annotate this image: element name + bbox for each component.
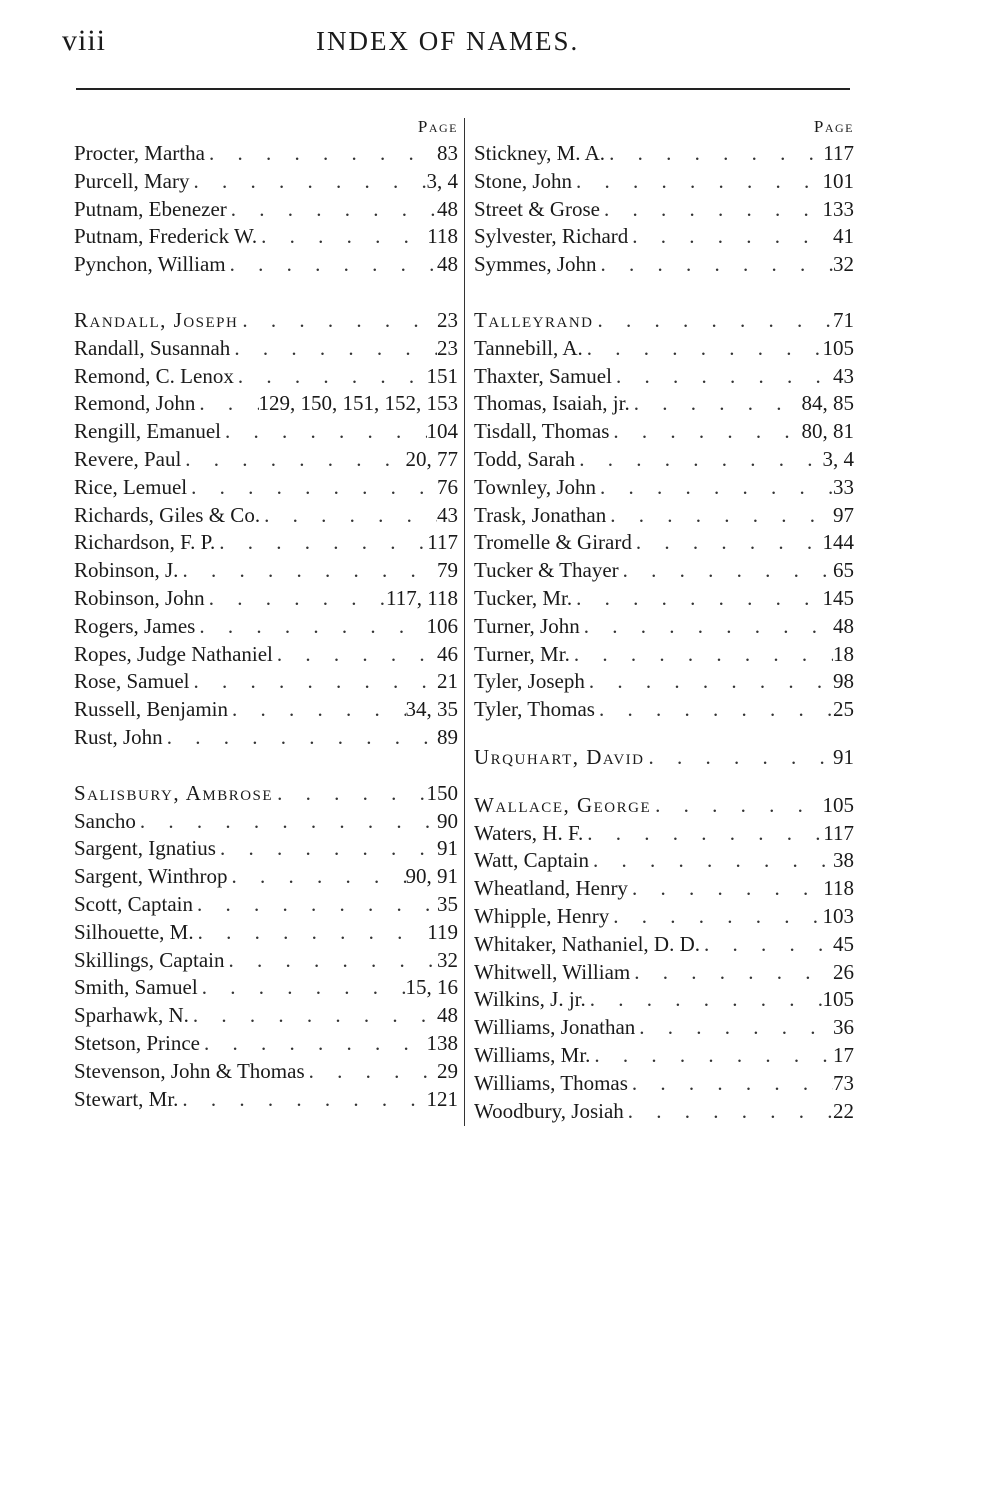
- entry-pages: 36: [833, 1015, 854, 1040]
- entry-pages: 76: [437, 474, 458, 499]
- entry-pages: 117: [823, 141, 854, 165]
- entry-name: Rust, John: [74, 724, 163, 749]
- entry-name: Wallace, George: [474, 792, 652, 817]
- entry-name: Todd, Sarah: [474, 446, 576, 471]
- index-entry: [74, 335, 458, 363]
- index-entry: [474, 363, 854, 391]
- entry-name: Scott, Captain: [74, 891, 193, 916]
- dot-leader: [215, 529, 427, 557]
- entry-name: Sargent, Winthrop: [74, 864, 228, 889]
- entry-pages: 23: [437, 307, 458, 332]
- index-entry: [74, 863, 458, 891]
- entry-name: Stevenson, John & Thomas: [74, 1058, 305, 1083]
- index-entry: [74, 196, 458, 224]
- page-column-label: Page: [417, 117, 458, 136]
- index-entry: [74, 585, 458, 613]
- column-divider: [464, 118, 465, 1126]
- entry-name: Revere, Paul: [74, 446, 182, 471]
- index-entry: [474, 196, 854, 224]
- dot-leader: [205, 140, 437, 168]
- entry-pages: 104: [426, 419, 458, 444]
- index-entry: [74, 641, 458, 669]
- entry-name: Turner, John: [474, 613, 580, 638]
- index-entry: [74, 390, 458, 418]
- index-entry: [74, 947, 458, 975]
- dot-leader: [163, 724, 437, 752]
- entry-name: Robinson, John: [74, 585, 205, 610]
- dot-leader: [221, 418, 427, 446]
- index-entry: [74, 502, 458, 530]
- entry-name: Stickney, M. A.: [474, 141, 606, 165]
- entry-name: Pynchon, William: [74, 252, 226, 277]
- dot-leader: [257, 223, 427, 251]
- index-entry: [74, 140, 458, 168]
- entry-pages: 151: [426, 363, 458, 388]
- entry-name: Whitwell, William: [474, 959, 631, 984]
- entry-name: Thaxter, Samuel: [474, 363, 612, 388]
- entry-name: Sparhawk, N.: [74, 1003, 189, 1028]
- dot-leader: [194, 919, 428, 947]
- entry-name: Purcell, Mary: [74, 168, 190, 193]
- dot-leader: [635, 1014, 833, 1042]
- entry-pages: 43: [437, 502, 458, 527]
- dot-leader: [575, 446, 822, 474]
- entry-pages: 118: [427, 224, 458, 249]
- dot-leader: [273, 780, 426, 808]
- entry-name: Ropes, Judge Nathaniel: [74, 641, 273, 666]
- entry-pages: 84, 85: [801, 391, 854, 416]
- index-entry: [474, 613, 854, 641]
- dot-leader: [136, 808, 437, 836]
- entry-name: Whipple, Henry: [474, 903, 610, 928]
- index-entry: [474, 307, 854, 335]
- entry-name: Remond, John: [74, 391, 196, 416]
- dot-leader: [632, 529, 823, 557]
- entry-pages: 150: [426, 780, 458, 805]
- dot-leader: [630, 959, 833, 987]
- dot-leader: [227, 196, 437, 224]
- index-entry: [74, 446, 458, 474]
- dot-leader: [225, 947, 437, 975]
- index-entry: [474, 696, 854, 724]
- dot-leader: [178, 557, 437, 585]
- dot-leader: [205, 585, 386, 613]
- entry-pages: 45: [833, 931, 854, 956]
- entry-name: Wheatland, Henry: [474, 876, 628, 901]
- entry-name: Thomas, Isaiah, jr.: [474, 391, 630, 416]
- entry-pages: 32: [833, 252, 854, 277]
- index-entry: [474, 390, 854, 418]
- entry-pages: 145: [822, 585, 854, 610]
- entry-pages: 121: [426, 1086, 458, 1111]
- entry-pages: 18: [833, 641, 854, 666]
- index-entry: [74, 696, 458, 724]
- entry-name: Russell, Benjamin: [74, 697, 228, 722]
- dot-leader: [630, 390, 802, 418]
- index-entry: [74, 724, 458, 752]
- index-entry: [474, 959, 854, 987]
- dot-leader: [580, 613, 833, 641]
- index-entry: [474, 668, 854, 696]
- dot-leader: [583, 335, 823, 363]
- entry-name: Tyler, Joseph: [474, 669, 585, 694]
- group-spacer: [474, 279, 854, 307]
- dot-leader: [198, 974, 406, 1002]
- index-entry: [74, 418, 458, 446]
- dot-leader: [273, 641, 437, 669]
- index-entry: [474, 875, 854, 903]
- index-entry: [74, 835, 458, 863]
- entry-name: Wilkins, J. jr.: [474, 987, 586, 1012]
- entry-pages: 48: [833, 613, 854, 638]
- entry-pages: 22: [833, 1098, 854, 1123]
- index-entry: [74, 363, 458, 391]
- entry-pages: 20, 77: [405, 446, 458, 471]
- dot-leader: [585, 668, 833, 696]
- entry-name: Smith, Samuel: [74, 975, 198, 1000]
- entry-name: Tucker & Thayer: [474, 558, 619, 583]
- dot-leader: [305, 1058, 437, 1086]
- entry-pages: 43: [833, 363, 854, 388]
- index-entry: [74, 919, 458, 947]
- group-spacer: [474, 772, 854, 792]
- index-column-left: [74, 114, 458, 1113]
- entry-pages: 89: [437, 724, 458, 749]
- dot-leader: [181, 446, 405, 474]
- entry-name: Randall, Susannah: [74, 335, 231, 360]
- entry-pages: 25: [833, 697, 854, 722]
- entry-pages: 90, 91: [405, 864, 458, 889]
- dot-leader: [628, 223, 833, 251]
- entry-name: Williams, Jonathan: [474, 1015, 636, 1040]
- dot-leader: [572, 168, 822, 196]
- index-entry: [474, 251, 854, 279]
- entry-pages: 3, 4: [822, 446, 854, 471]
- dot-leader: [195, 390, 258, 418]
- index-entry: [474, 529, 854, 557]
- dot-leader: [195, 613, 426, 641]
- index-entry: [474, 744, 854, 772]
- entry-name: Richards, Giles & Co.: [74, 502, 261, 527]
- index-entry: [74, 1002, 458, 1030]
- dot-leader: [193, 891, 437, 919]
- entry-pages: 23: [437, 335, 458, 360]
- entry-pages: 101: [822, 168, 854, 193]
- dot-leader: [600, 196, 823, 224]
- dot-leader: [189, 168, 426, 196]
- dot-leader: [260, 502, 437, 530]
- index-entry: [74, 974, 458, 1002]
- index-entry: [474, 140, 854, 168]
- entry-name: Stetson, Prince: [74, 1030, 200, 1055]
- entry-pages: 65: [833, 558, 854, 583]
- entry-name: Williams, Thomas: [474, 1070, 628, 1095]
- entry-name: Sargent, Ignatius: [74, 836, 216, 861]
- page-column-label: Page: [813, 117, 854, 136]
- dot-leader: [189, 1002, 437, 1030]
- entry-pages: 83: [437, 141, 458, 165]
- group-spacer: [74, 752, 458, 780]
- group-spacer: [74, 279, 458, 307]
- index-entry: [74, 307, 458, 335]
- dot-leader: [178, 1086, 426, 1114]
- index-entry: [474, 820, 854, 848]
- entry-name: Stone, John: [474, 168, 573, 193]
- entry-pages: 105: [822, 987, 854, 1012]
- entry-pages: 80, 81: [801, 419, 854, 444]
- entry-pages: 79: [437, 558, 458, 583]
- index-entry: [74, 168, 458, 196]
- index-entry: [74, 529, 458, 557]
- entry-pages: 118: [823, 876, 854, 901]
- entry-list-left: [74, 140, 458, 1113]
- dot-leader: [586, 986, 823, 1014]
- entry-pages: 97: [833, 502, 854, 527]
- group-spacer: [474, 724, 854, 744]
- dot-leader: [570, 641, 833, 669]
- dot-leader: [628, 875, 823, 903]
- entry-pages: 38: [833, 848, 854, 873]
- index-entry: [74, 474, 458, 502]
- index-entry: [474, 1098, 854, 1126]
- entry-pages: 35: [437, 891, 458, 916]
- entry-name: Rogers, James: [74, 613, 196, 638]
- entry-pages: 144: [822, 530, 854, 555]
- entry-pages: 48: [437, 252, 458, 277]
- header-rule: [76, 88, 850, 90]
- entry-pages: 117: [427, 530, 458, 555]
- entry-pages: 26: [833, 959, 854, 984]
- entry-pages: 138: [426, 1030, 458, 1055]
- entry-name: Urquhart, David: [474, 744, 645, 769]
- dot-leader: [216, 835, 437, 863]
- dot-leader: [609, 903, 822, 931]
- entry-pages: 129, 150, 151, 152, 153: [258, 391, 458, 416]
- entry-pages: 91: [437, 836, 458, 861]
- dot-leader: [226, 251, 437, 279]
- entry-pages: 3, 4: [426, 168, 458, 193]
- dot-leader: [619, 557, 833, 585]
- entry-name: Talleyrand: [474, 307, 594, 332]
- dot-leader: [645, 744, 834, 772]
- dot-leader: [605, 140, 823, 168]
- entry-name: Tromelle & Girard: [474, 530, 632, 555]
- entry-pages: 48: [437, 1003, 458, 1028]
- index-entry: [474, 1070, 854, 1098]
- entry-pages: 119: [427, 919, 458, 944]
- index-entry: [74, 223, 458, 251]
- index-entry: [74, 557, 458, 585]
- index-entry: [474, 335, 854, 363]
- entry-name: Silhouette, M.: [74, 919, 194, 944]
- entry-name: Turner, Mr.: [474, 641, 570, 666]
- dot-leader: [228, 863, 406, 891]
- entry-name: Sylvester, Richard: [474, 224, 629, 249]
- entry-pages: 117, 118: [386, 585, 458, 610]
- entry-pages: 90: [437, 808, 458, 833]
- index-entry: [474, 585, 854, 613]
- entry-name: Putnam, Ebenezer: [74, 196, 227, 221]
- entry-name: Tucker, Mr.: [474, 585, 573, 610]
- index-entry: [74, 1058, 458, 1086]
- entry-pages: 33: [833, 474, 854, 499]
- entry-name: Townley, John: [474, 474, 596, 499]
- entry-pages: 46: [437, 641, 458, 666]
- entry-pages: 106: [426, 613, 458, 638]
- entry-name: Whitaker, Nathaniel, D. D.: [474, 931, 700, 956]
- index-entry: [474, 1042, 854, 1070]
- entry-pages: 34, 35: [405, 697, 458, 722]
- index-entry: [74, 1030, 458, 1058]
- dot-leader: [200, 1030, 427, 1058]
- entry-name: Symmes, John: [474, 252, 597, 277]
- entry-name: Skillings, Captain: [74, 947, 225, 972]
- index-entry: [474, 168, 854, 196]
- entry-pages: 91: [833, 744, 854, 769]
- dot-leader: [228, 696, 406, 724]
- entry-pages: 29: [437, 1058, 458, 1083]
- entry-name: Randall, Joseph: [74, 307, 239, 332]
- dot-leader: [590, 1042, 833, 1070]
- entry-name: Tisdall, Thomas: [474, 419, 610, 444]
- entry-name: Stewart, Mr.: [74, 1086, 179, 1111]
- dot-leader: [609, 418, 801, 446]
- running-title: INDEX OF NAMES.: [316, 26, 580, 56]
- dot-leader: [595, 696, 833, 724]
- dot-leader: [190, 668, 438, 696]
- index-entry: [74, 613, 458, 641]
- entry-name: Procter, Martha: [74, 141, 205, 165]
- entry-pages: 103: [822, 903, 854, 928]
- dot-leader: [583, 820, 823, 848]
- entry-name: Williams, Mr.: [474, 1042, 591, 1067]
- entry-pages: 48: [437, 196, 458, 221]
- dot-leader: [593, 307, 833, 335]
- index-entry: [474, 792, 854, 820]
- page-number: viii: [62, 24, 107, 57]
- index-entry: [474, 641, 854, 669]
- entry-name: Tannebill, A.: [474, 335, 583, 360]
- dot-leader: [597, 251, 833, 279]
- entry-name: Tyler, Thomas: [474, 697, 595, 722]
- entry-list-right: [474, 140, 854, 1125]
- entry-name: Rengill, Emanuel: [74, 419, 221, 444]
- index-entry: [74, 668, 458, 696]
- index-entry: [474, 223, 854, 251]
- entry-name: Putnam, Frederick W.: [74, 224, 258, 249]
- entry-pages: 133: [822, 196, 854, 221]
- entry-name: Sancho: [74, 808, 136, 833]
- entry-pages: 32: [437, 947, 458, 972]
- dot-leader: [596, 474, 833, 502]
- dot-leader: [651, 792, 822, 820]
- index-entry: [474, 986, 854, 1014]
- index-entry: [474, 847, 854, 875]
- entry-pages: 71: [833, 307, 854, 332]
- index-entry: [74, 1086, 458, 1114]
- dot-leader: [234, 363, 427, 391]
- entry-name: Waters, H. F.: [474, 820, 584, 845]
- index-entry: [474, 557, 854, 585]
- index-entry: [74, 808, 458, 836]
- entry-pages: 15, 16: [405, 975, 458, 1000]
- entry-name: Rice, Lemuel: [74, 474, 188, 499]
- dot-leader: [624, 1098, 833, 1126]
- dot-leader: [628, 1070, 833, 1098]
- index-entry: [474, 418, 854, 446]
- index-entry: [74, 780, 458, 808]
- index-entry: [474, 446, 854, 474]
- dot-leader: [589, 847, 833, 875]
- entry-name: Robinson, J.: [74, 558, 179, 583]
- dot-leader: [606, 502, 833, 530]
- entry-name: Remond, C. Lenox: [74, 363, 234, 388]
- index-entry: [74, 891, 458, 919]
- entry-name: Watt, Captain: [474, 848, 589, 873]
- dot-leader: [238, 307, 437, 335]
- index-entry: [74, 251, 458, 279]
- entry-pages: 73: [833, 1070, 854, 1095]
- entry-pages: 105: [822, 792, 854, 817]
- entry-name: Woodbury, Josiah: [474, 1098, 624, 1123]
- entry-pages: 105: [822, 335, 854, 360]
- dot-leader: [230, 335, 437, 363]
- entry-name: Rose, Samuel: [74, 669, 190, 694]
- index-column-right: [474, 114, 854, 1125]
- entry-name: Street & Grose: [474, 196, 600, 221]
- index-entry: [474, 474, 854, 502]
- index-entry: [474, 903, 854, 931]
- dot-leader: [572, 585, 822, 613]
- dot-leader: [700, 931, 833, 959]
- entry-name: Richardson, F. P.: [74, 530, 216, 555]
- entry-pages: 41: [833, 224, 854, 249]
- entry-pages: 98: [833, 669, 854, 694]
- entry-name: Salisbury, Ambrose: [74, 780, 274, 805]
- index-entry: [474, 931, 854, 959]
- dot-leader: [187, 474, 437, 502]
- entry-name: Trask, Jonathan: [474, 502, 607, 527]
- entry-pages: 117: [823, 820, 854, 845]
- dot-leader: [612, 363, 833, 391]
- entry-pages: 21: [437, 669, 458, 694]
- entry-pages: 17: [833, 1042, 854, 1067]
- index-entry: [474, 1014, 854, 1042]
- index-entry: [474, 502, 854, 530]
